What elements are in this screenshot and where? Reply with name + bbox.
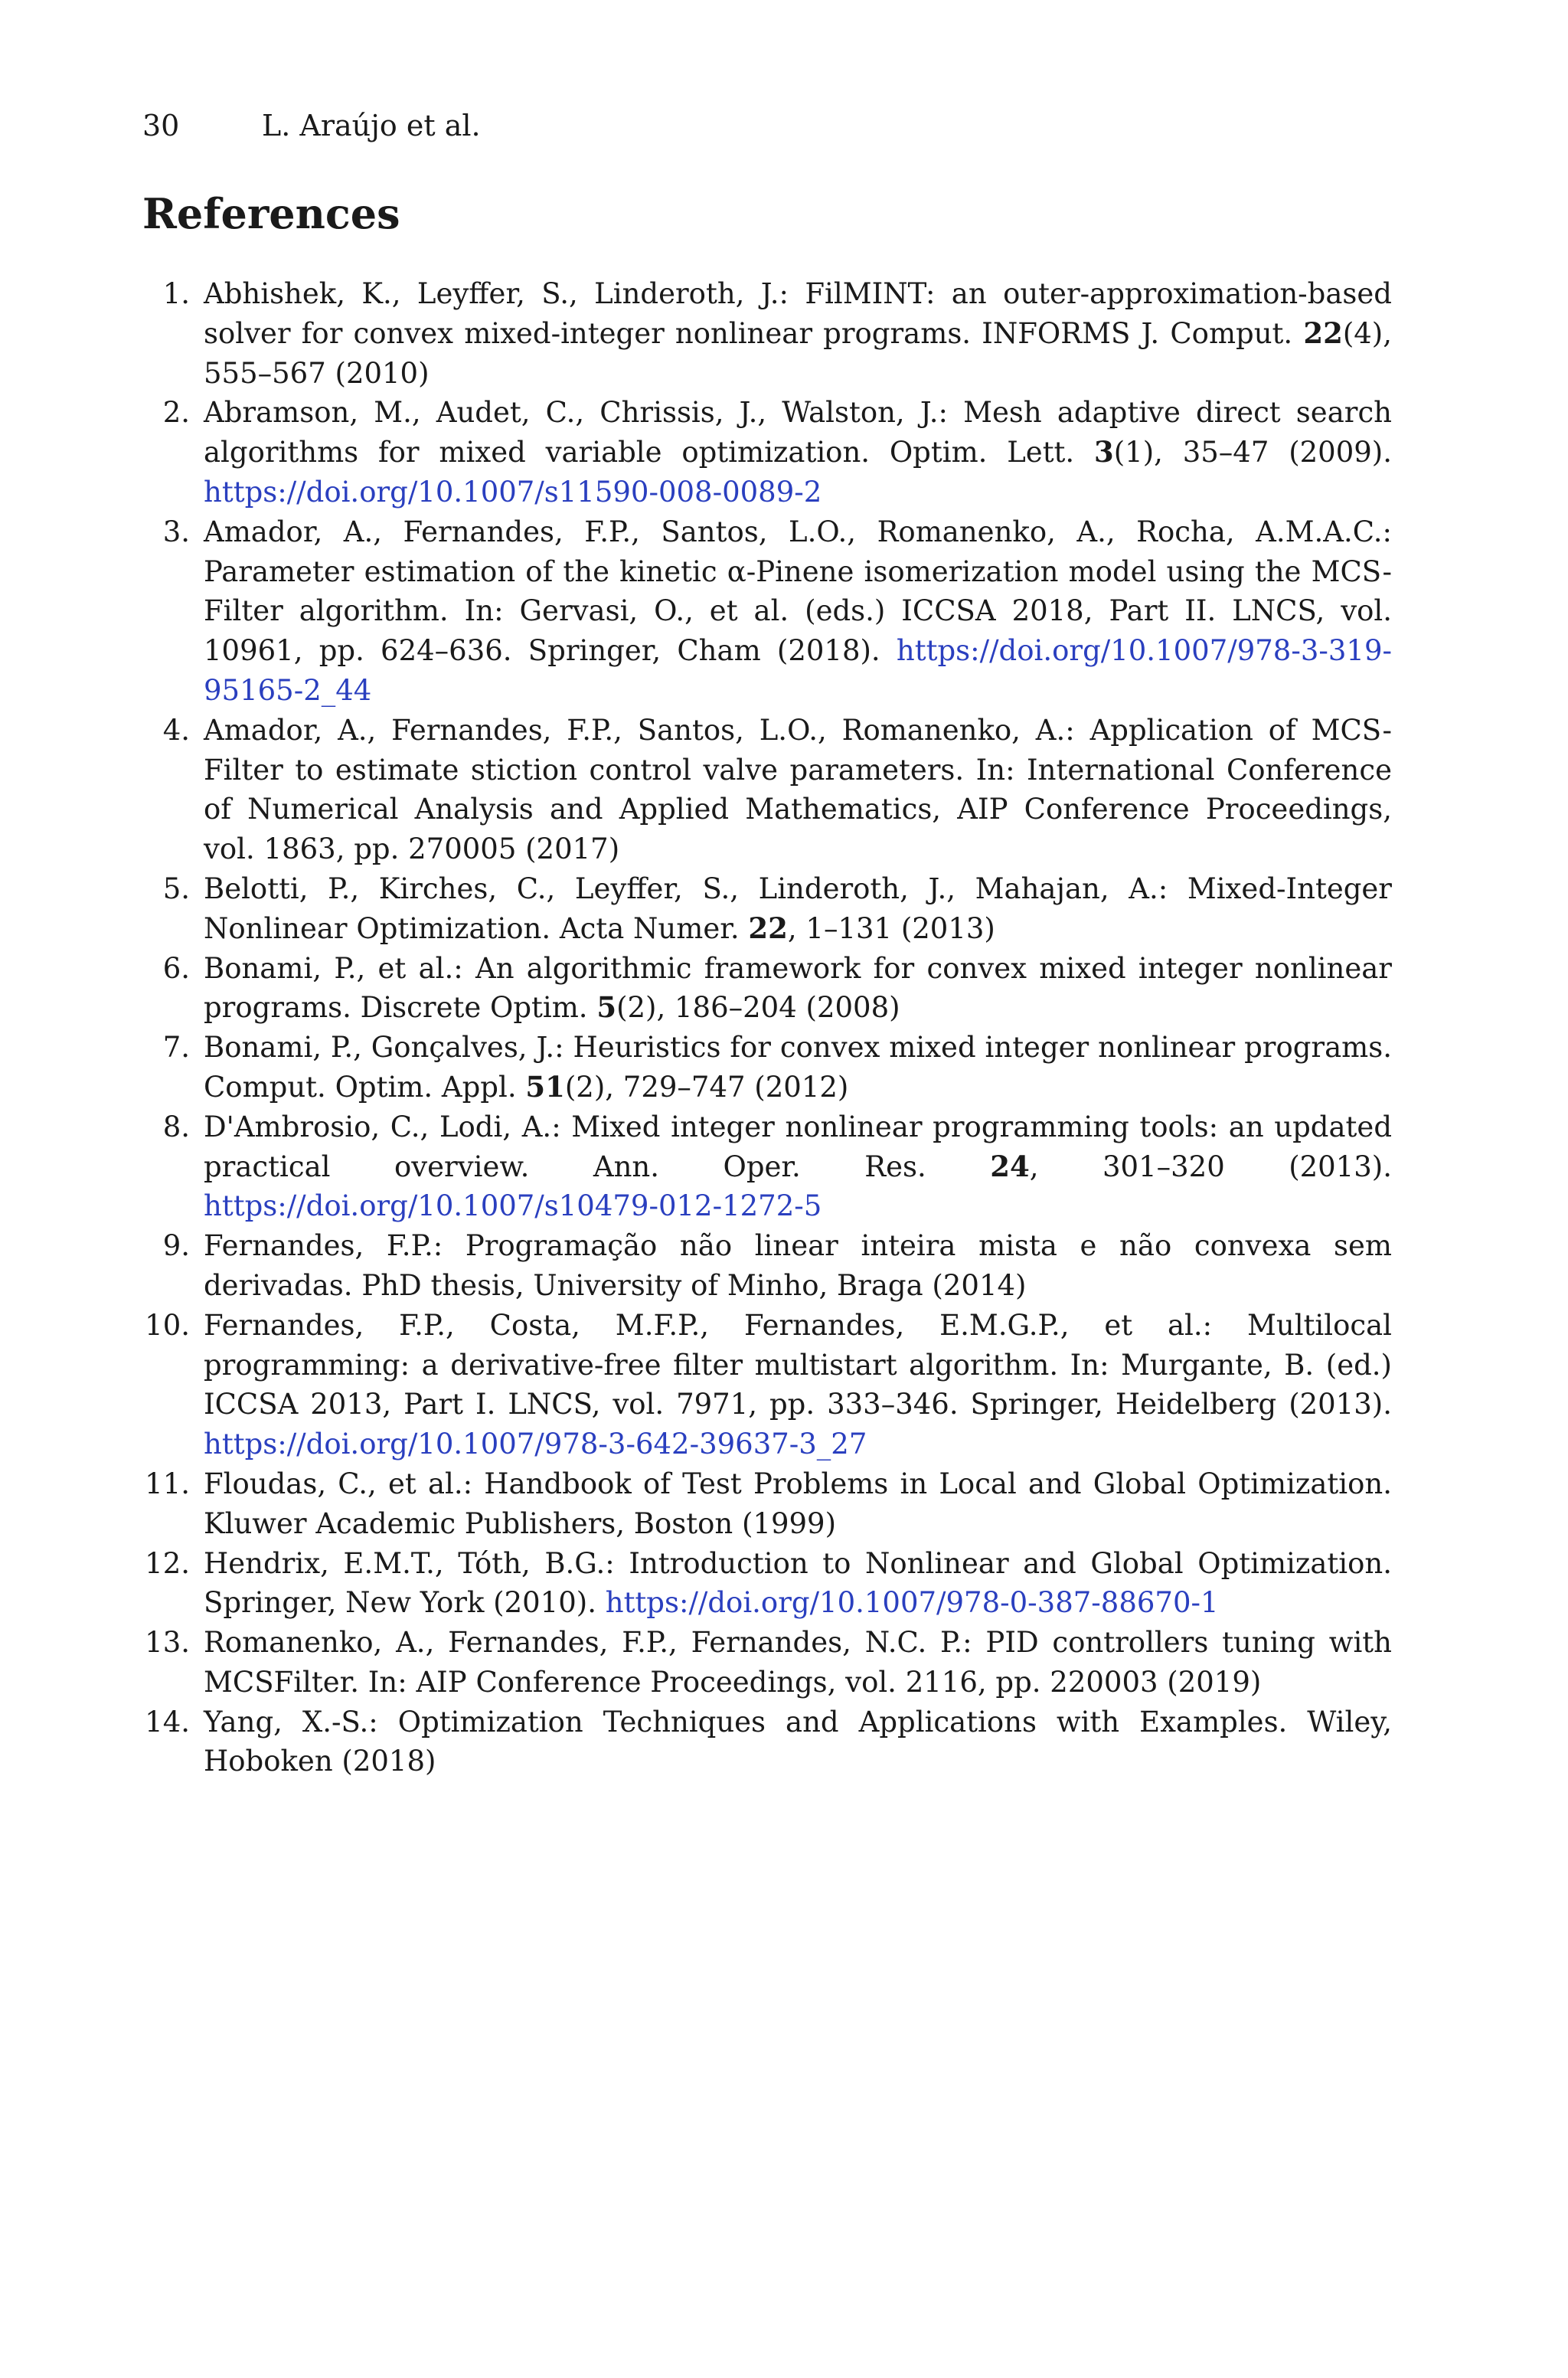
reference-volume: 24 bbox=[990, 1149, 1030, 1183]
reference-item bbox=[142, 1544, 1392, 1624]
reference-item bbox=[142, 393, 1392, 512]
reference-item bbox=[142, 949, 1392, 1029]
doi-link[interactable]: https://doi.org/10.1007/978-3-319-95165-2_44 bbox=[204, 634, 1392, 707]
reference-details: (2), 186–204 (2008) bbox=[616, 991, 900, 1025]
doi-link[interactable]: https://doi.org/10.1007/s10479-012-1272-5 bbox=[204, 1189, 822, 1223]
reference-list bbox=[142, 274, 1392, 1781]
reference-number: 11. bbox=[145, 1467, 190, 1500]
reference-text: Abramson, M., Audet, C., Chrissis, J., Walston, J.: Mesh adaptive direct search algorithms for mixed variable optimization. Optim. Lett. bbox=[204, 396, 1392, 469]
reference-number: 10. bbox=[145, 1308, 190, 1342]
reference-item bbox=[142, 512, 1392, 711]
doi-link[interactable]: https://doi.org/10.1007/978-0-387-88670-1 bbox=[605, 1586, 1219, 1620]
reference-details: (1), 35–47 (2009). bbox=[1113, 436, 1392, 469]
reference-volume: 51 bbox=[525, 1069, 565, 1104]
reference-number: 4. bbox=[162, 713, 190, 747]
reference-text: Abhishek, K., Leyffer, S., Linderoth, J.: FilMINT: an outer-approximation-based solver for convex mixed-integer nonlinear programs. INFORMS J. Comput. bbox=[204, 277, 1392, 350]
reference-number: 3. bbox=[162, 515, 190, 548]
reference-text: Amador, A., Fernandes, F.P., Santos, L.O., Romanenko, A.: Application of MCS-Filter to estimate stiction control valve parameters. In: International Conference of Numerical Analysis and Applied Mathematics, AIP Conference Proceedings, vol. 1863, pp. 270005 (2017) bbox=[204, 713, 1392, 866]
reference-item bbox=[142, 274, 1392, 393]
page-number: 30 bbox=[142, 109, 180, 142]
running-head-authors: L. Araújo et al. bbox=[262, 109, 481, 142]
reference-number: 8. bbox=[162, 1110, 190, 1143]
running-head bbox=[142, 107, 481, 144]
reference-item bbox=[142, 1703, 1392, 1782]
reference-number: 6. bbox=[162, 951, 190, 985]
reference-volume: 5 bbox=[596, 990, 617, 1025]
reference-details: (2), 729–747 (2012) bbox=[564, 1070, 849, 1104]
reference-text: Romanenko, A., Fernandes, F.P., Fernandes, N.C. P.: PID controllers tuning with MCSFilter. In: AIP Conference Proceedings, vol. 2116, pp. 220003 (2019) bbox=[204, 1626, 1392, 1699]
reference-text: Hendrix, E.M.T., Tóth, B.G.: Introduction to Nonlinear and Global Optimization. Springer, New York (2010). bbox=[204, 1546, 1392, 1620]
reference-item bbox=[142, 869, 1392, 949]
reference-text: D'Ambrosio, C., Lodi, A.: Mixed integer nonlinear programming tools: an updated practical overview. Ann. Oper. Res. bbox=[204, 1110, 1392, 1183]
reference-number: 12. bbox=[145, 1546, 190, 1580]
reference-volume: 3 bbox=[1094, 435, 1114, 469]
reference-number: 5. bbox=[162, 872, 190, 905]
section-title: References bbox=[142, 189, 400, 238]
reference-volume: 22 bbox=[1303, 316, 1343, 350]
doi-link[interactable]: https://doi.org/10.1007/978-3-642-39637-3_27 bbox=[204, 1428, 867, 1461]
reference-text: Yang, X.-S.: Optimization Techniques and Applications with Examples. Wiley, Hoboken (2018) bbox=[204, 1705, 1392, 1778]
doi-link[interactable]: https://doi.org/10.1007/s11590-008-0089-2 bbox=[204, 475, 822, 509]
reference-text: Fernandes, F.P.: Programação não linear inteira mista e não convexa sem derivadas. PhD thesis, University of Minho, Braga (2014) bbox=[204, 1229, 1392, 1302]
reference-details: , 301–320 (2013). bbox=[1029, 1150, 1393, 1183]
reference-number: 14. bbox=[145, 1705, 190, 1739]
reference-text: Fernandes, F.P., Costa, M.F.P., Fernandes, E.M.G.P., et al.: Multilocal programming: a derivative-free filter multistart algorithm. In: Murgante, B. (ed.) ICCSA 2013, Part I. LNCS, vol. 7971, pp. 333–346. Springer, Heidelberg (2013). bbox=[204, 1308, 1392, 1421]
reference-item bbox=[142, 1028, 1392, 1107]
reference-number: 2. bbox=[162, 396, 190, 430]
reference-volume: 22 bbox=[748, 911, 788, 945]
reference-text: Belotti, P., Kirches, C., Leyffer, S., Linderoth, J., Mahajan, A.: Mixed-Integer Nonlinear Optimization. Acta Numer. bbox=[204, 872, 1392, 945]
reference-item bbox=[142, 1623, 1392, 1703]
reference-item bbox=[142, 1226, 1392, 1306]
reference-item bbox=[142, 1464, 1392, 1544]
reference-text: Bonami, P., Gonçalves, J.: Heuristics for convex mixed integer nonlinear programs. Comput. Optim. Appl. bbox=[204, 1031, 1392, 1104]
reference-item bbox=[142, 711, 1392, 869]
reference-number: 7. bbox=[162, 1031, 190, 1065]
reference-details: (4), 555–567 (2010) bbox=[204, 316, 1392, 390]
reference-number: 9. bbox=[162, 1229, 190, 1263]
reference-number: 13. bbox=[145, 1626, 190, 1660]
reference-text: Floudas, C., et al.: Handbook of Test Problems in Local and Global Optimization. Kluwer Academic Publishers, Boston (1999) bbox=[204, 1467, 1392, 1540]
reference-number: 1. bbox=[162, 277, 190, 310]
reference-item bbox=[142, 1107, 1392, 1226]
reference-item bbox=[142, 1306, 1392, 1464]
reference-text: Bonami, P., et al.: An algorithmic framework for convex mixed integer nonlinear programs. Discrete Optim. bbox=[204, 951, 1392, 1025]
reference-details: , 1–131 (2013) bbox=[787, 911, 995, 945]
reference-text: Amador, A., Fernandes, F.P., Santos, L.O., Romanenko, A., Rocha, A.M.A.C.: Parameter estimation of the kinetic α-Pinene isomerization model using the MCS-Filter algorithm. In: Gervasi, O., et al. (eds.) ICCSA 2018, Part II. LNCS, vol. 10961, pp. 624–636. Springer, Cham (2018). bbox=[204, 515, 1392, 668]
